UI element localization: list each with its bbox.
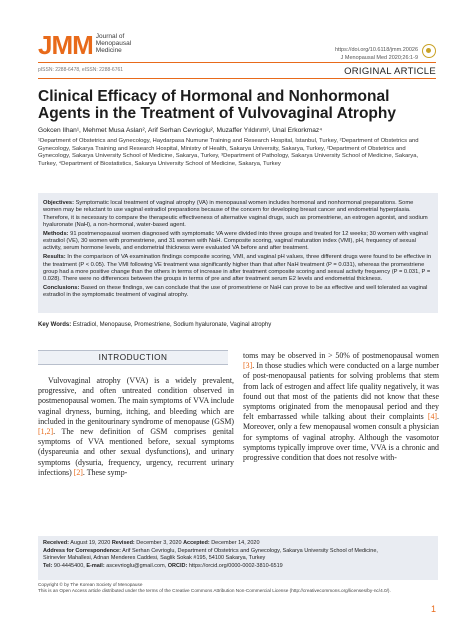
abstract-objectives: [43, 200, 433, 229]
email-link[interactable]: ascevrioglu@gmail.com,: [104, 562, 168, 569]
section-text: Based on these findings, we can conclude that the use of promestriene or NaH can prove to be as effective and well tolerated as vaginal estradiol in the symptomatic treatment of vaginal atrophy.: [43, 285, 428, 299]
journal-logo: [38, 30, 132, 60]
logo-line: Journal of: [95, 33, 125, 40]
reference-link[interactable]: [4]: [427, 412, 438, 422]
body-column-left: [38, 376, 234, 478]
introduction-heading: INTRODUCTION: [38, 350, 228, 365]
body-text: toms may be observed in > 50% of postmenopausal women: [243, 351, 439, 360]
abstract-methods: [43, 231, 433, 253]
abstract-conclusions: [43, 285, 433, 300]
issn: pISSN: 2288-6478, eISSN: 2288-6761: [38, 67, 124, 73]
dates-line: [43, 540, 433, 548]
body-text: . In those studies which were conducted on a large number of post-menopausal patients for solving problems that stem from lack of estrogen and affect life quality negatively, it was found out that most of the patients did not know that these symptoms originated from the menopausal period and they felt embarrassed while talking about their complaints: [243, 361, 439, 422]
field-label: E-mail:: [86, 562, 105, 569]
abstract-results: [43, 254, 433, 283]
body-column-right: [243, 351, 439, 463]
section-label: Methods:: [43, 230, 69, 237]
logo-line: Menopausal: [95, 40, 132, 47]
section-text: 91 postmenopausal women diagnosed with symptomatic VA were divided into three groups and treated for 12 weeks; 30 women with vaginal estradiol (VE), 30 women with promestriene, and 31 women with NaH. Composite scoring, vaginal maturation index (VMI), pH, frequency of sexual activity, serum hormone levels, and endometrial thickness were evaluated VA before and after treatment.: [43, 230, 428, 252]
header-divider: [38, 62, 436, 63]
field-label: Tel:: [43, 562, 53, 569]
field-label: Revised:: [111, 540, 135, 546]
copyright-block: [38, 582, 438, 595]
doi-link[interactable]: https://doi.org/10.6118/jmm.20026: [334, 47, 418, 53]
body-text: . The new definition of GSM comprises genital symptoms of VVA mentioned before, sexual symptoms (dyspareunia and other sexual dysfunctions), and urinary symptoms (dysuria, frequency, urgency, recurrent urinary infections): [38, 427, 234, 477]
orcid-link[interactable]: https://orcid.org/0000-0002-3810-6519: [187, 562, 283, 569]
header-divider: [38, 78, 436, 79]
body-text: . These symp-: [82, 467, 128, 477]
affiliations: ¹Department of Obstetrics and Gynecology, Haydarpasa Numune Training and Research Hospital, Istanbul, Turkey, ²Department of Obstetrics and Gynecology, Sakarya Training and Research Hospital, Ministry of Health, Sakarya University, Sakarya, Turkey, ²Department of Obstetrics and Gynecology, Sakarya University School of Medicine, Sakarya, Turkey, ³Department of Pathology, Sakarya University School of Medicine, Sakarya, Turkey, ⁴Department of Biostatistics, Sakarya University School of Medicine, Sakarya, Turkey: [38, 138, 419, 167]
crossmark-icon[interactable]: [422, 44, 436, 58]
doi-block: [335, 46, 418, 62]
field-value: December 3, 2020: [134, 540, 184, 546]
journal-header: [0, 0, 474, 77]
keywords: [38, 322, 438, 328]
body-text: Vulvovaginal atrophy (VVA) is a widely prevalent, progressive, and often untreated condition observed in postmenopausal women. The main symptoms of VVA include vaginal dryness, burning, itching, and bleeding which are included in the genitourinary syndrome of menopause (GSM): [38, 376, 234, 426]
field-label: Received:: [43, 540, 69, 546]
field-label: Address for Correspondence:: [43, 547, 121, 554]
article-type: ORIGINAL ARTICLE: [344, 66, 436, 77]
logo-mark: JMM: [38, 30, 93, 60]
reference-link[interactable]: [2]: [73, 467, 83, 477]
reference-link[interactable]: [3]: [243, 361, 253, 371]
section-label: Results:: [43, 254, 66, 261]
keywords-text: Estradiol, Menopause, Promestriene, Sodium hyaluronate, Vaginal atrophy: [71, 322, 272, 328]
correspondence-box: [38, 536, 438, 580]
section-text: In the comparison of VA examination findings composite scoring, VMI, and vaginal pH values, three different drugs were found to be effective in the treatment (P < 0.05). The VMI following VE treatment was significantly higher than that after NaH treatment (P = 0.031), whereas the promestriene group had a more positive change than the others in terms of increase in after treatment composite scoring and sexual activity frequency (P = 0.031, P = 0.028). There were no differences between the groups in terms of pre and after treatment serum E2 levels and endometrial thickness.: [43, 254, 432, 283]
reference-link[interactable]: [1,2]: [38, 427, 54, 437]
field-value: December 14, 2020: [209, 540, 260, 546]
logo-text: [96, 33, 131, 54]
field-label: Accepted:: [183, 540, 210, 546]
section-label: Objectives:: [43, 200, 74, 206]
keywords-label: Key Words:: [38, 322, 72, 328]
field-label: ORCID:: [167, 562, 188, 569]
body-text: . Moreover, only a few menopausal women consult a physician for symptoms of vaginal atrophy. Although the vasomotor symptoms typically improve over time, VVA is a chronic and progressive condition that does not resolve with-: [243, 412, 439, 463]
logo-line: Medicine: [95, 47, 122, 54]
license-text: This is an Open Access article distributed under the terms of the Creative Commons Attribution Non-Commercial License (http://creativecommons.org/licenses/by-nc/4.0/).: [38, 588, 391, 594]
abstract-box: [38, 193, 438, 313]
address-line: Sirinevler Mahallesi, Adnan Menderes Caddesi, Saglik Sokak #195, 54100 Sakarya, Turkey: [43, 555, 266, 562]
field-value: Arif Serhan Cevrioglu, Department of Obstetrics and Gynecology, Sakarya University School of Medicine,: [120, 547, 378, 554]
field-value: 90-4445400,: [52, 562, 87, 569]
section-label: Conclusions:: [43, 285, 80, 292]
field-value: August 19, 2020: [69, 540, 112, 546]
correspondence-line: [43, 548, 433, 556]
contact-line: [43, 563, 433, 571]
section-text: Symptomatic local treatment of vaginal atrophy (VA) in menopausal women includes hormonal and nonhormonal preparations. Some women may be reluctant to use vaginal estradiol preparations because of the concern for developing breast cancer and endometrial hyperplasia. Therefore, it is necessary to compare the therapeutic effectiveness of alternative vaginal drugs, such as promestriene, an estrogen agonist, and sodium hyaluronate (NaH), a non-hormonal, water-based agent.: [43, 200, 428, 228]
article-title: Clinical Efficacy of Hormonal and Nonhormonal Agents in the Treatment of Vulvovaginal Atrophy: [38, 88, 396, 122]
copyright: Copyright © by The Korean Society of Menopause: [38, 582, 143, 587]
citation: J Menopausal Med 2020;26:1-9: [340, 55, 418, 61]
author-list: Gokcen Ilhan¹, Mehmet Musa Aslan², Arif Serhan Cevrioglu², Muzaffer Yıldırım³, Unal Erkorkmaz⁴: [38, 127, 323, 134]
page-number: 1: [430, 604, 436, 614]
